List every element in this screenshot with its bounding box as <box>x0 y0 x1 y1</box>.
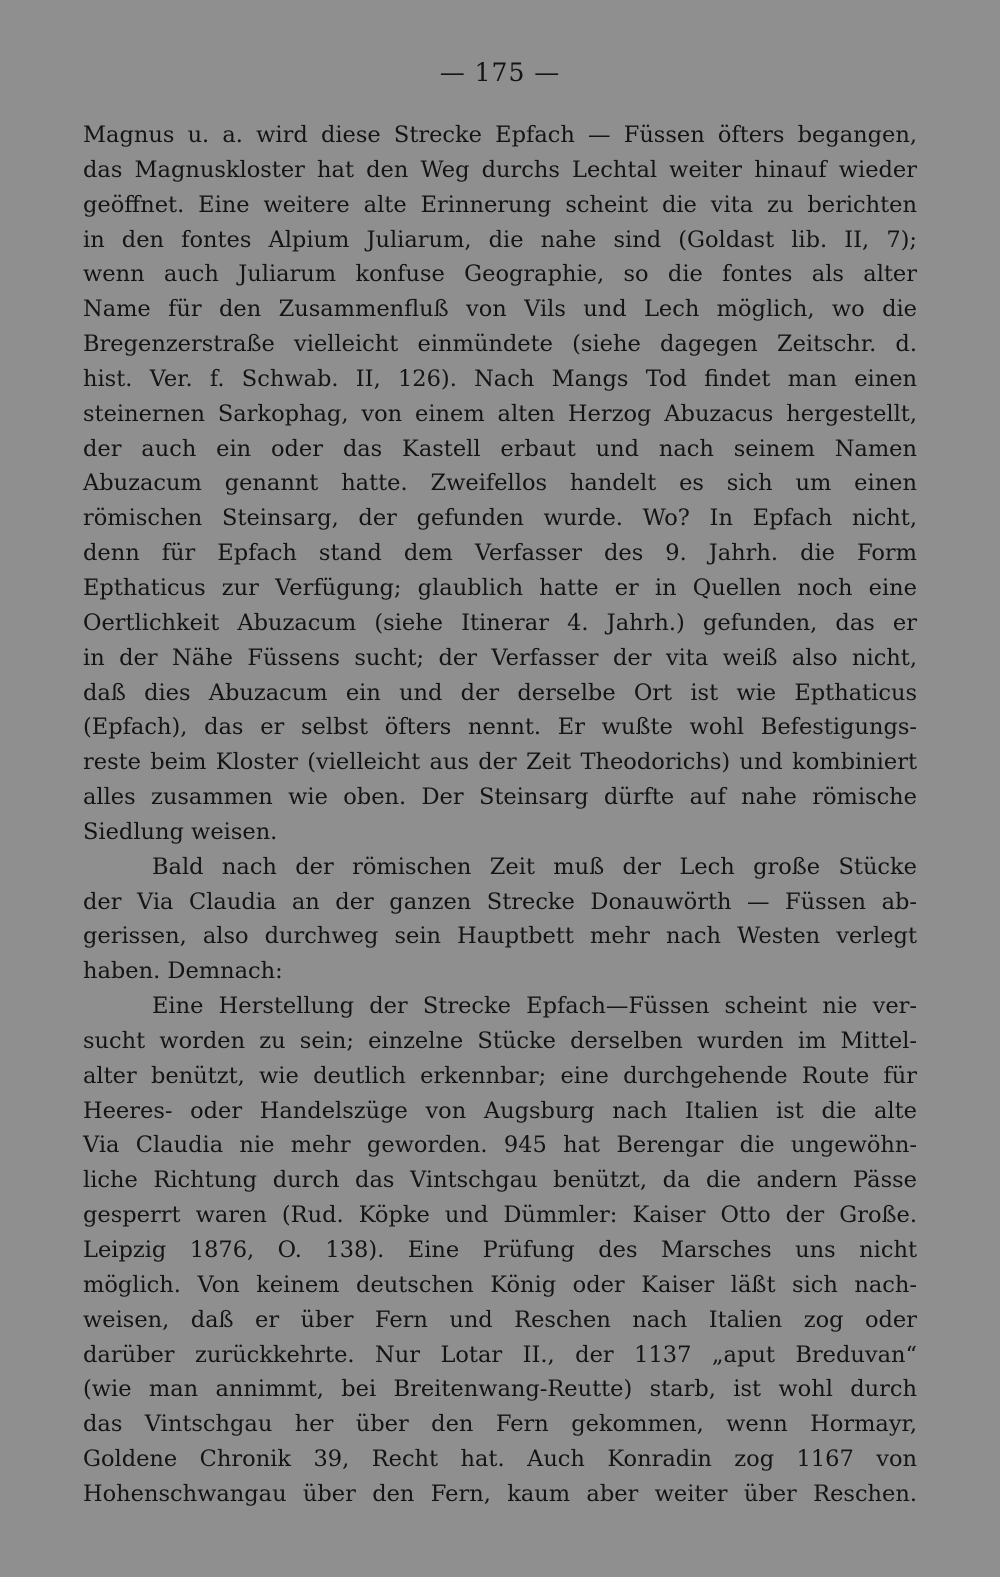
text-line: Name für den Zusammenfluß von Vils und Lech möglich, wo die <box>83 296 917 323</box>
text-line: darüber zurückkehrte. Nur Lotar II., der 1137 „aput Breduvan“ <box>83 1341 917 1368</box>
text-line: in den fontes Alpium Juliarum, die nahe sind (Goldast lib. II, 7); <box>83 226 917 253</box>
text-line: möglich. Von keinem deutschen König oder Kaiser läßt sich nach- <box>83 1271 917 1298</box>
text-line: alles zusammen wie oben. Der Steinsarg dürfte auf nahe römische <box>83 784 917 811</box>
text-line: Goldene Chronik 39, Recht hat. Auch Konradin zog 1167 von <box>83 1446 917 1473</box>
text-line: das Vintschgau her über den Fern gekommen, wenn Hormayr, <box>83 1411 917 1438</box>
text-line: Eine Herstellung der Strecke Epfach—Füssen scheint nie ver- <box>152 993 917 1020</box>
text-line: steinernen Sarkophag, von einem alten Herzog Abuzacus hergestellt, <box>83 400 917 427</box>
text-line: in der Nähe Füssens sucht; der Verfasser der vita weiß also nicht, <box>83 644 917 671</box>
text-line: Bald nach der römischen Zeit muß der Lech große Stücke <box>152 853 917 880</box>
text-line: (Epfach), das er selbst öfters nennt. Er wußte wohl Befestigungs- <box>83 714 917 741</box>
text-line: daß dies Abuzacum ein und der derselbe Ort ist wie Epthaticus <box>83 679 917 706</box>
text-line: das Magnuskloster hat den Weg durchs Lechtal weiter hinauf wieder <box>83 156 917 183</box>
text-line: Via Claudia nie mehr geworden. 945 hat Berengar die ungewöhn- <box>83 1132 917 1159</box>
text-line: gesperrt waren (Rud. Köpke und Dümmler: Kaiser Otto der Große. <box>83 1202 917 1229</box>
text-line: Siedlung weisen. <box>83 818 278 845</box>
text-line: Heeres- oder Handelszüge von Augsburg nach Italien ist die alte <box>83 1097 917 1124</box>
text-line: reste beim Kloster (vielleicht aus der Zeit Theodorichs) und kombiniert <box>83 749 917 776</box>
text-line: Leipzig 1876, O. 138). Eine Prüfung des Marsches uns nicht <box>83 1237 917 1263</box>
text-line: alter benützt, wie deutlich erkennbar; eine durchgehende Route für <box>83 1062 917 1089</box>
text-line: Bregenzerstraße vielleicht einmündete (siehe dagegen Zeitschr. d. <box>83 331 917 358</box>
text-line: der Via Claudia an der ganzen Strecke Donauwörth — Füssen ab- <box>83 888 917 915</box>
page-number: — 175 — <box>439 58 561 87</box>
text-line: Magnus u. a. wird diese Strecke Epfach — Füssen öfters begangen, <box>83 122 917 148</box>
text-line: hist. Ver. f. Schwab. II, 126). Nach Mangs Tod findet man einen <box>83 365 917 392</box>
text-line: Oertlichkeit Abuzacum (siehe Itinerar 4. Jahrh.) gefunden, das er <box>83 609 917 636</box>
text-line: Epthaticus zur Verfügung; glaublich hatte er in Quellen noch eine <box>83 574 917 601</box>
body-text <box>83 118 917 1512</box>
text-line: Hohenschwangau über den Fern, kaum aber weiter über Reschen. <box>83 1480 917 1507</box>
text-line: geöffnet. Eine weitere alte Erinnerung scheint die vita zu berichten <box>83 191 917 218</box>
text-line: weisen, daß er über Fern und Reschen nach Italien zog oder <box>83 1306 917 1333</box>
text-line: römischen Steinsarg, der gefunden wurde. Wo? In Epfach nicht, <box>83 505 917 532</box>
text-line: gerissen, also durchweg sein Hauptbett mehr nach Westen verlegt <box>83 923 917 950</box>
text-line: denn für Epfach stand dem Verfasser des 9. Jahrh. die Form <box>83 540 917 567</box>
text-line: wenn auch Juliarum konfuse Geographie, so die fontes als alter <box>83 261 917 288</box>
text-line: (wie man annimmt, bei Breitenwang-Reutte) starb, ist wohl durch <box>83 1376 917 1403</box>
text-line: der auch ein oder das Kastell erbaut und nach seinem Namen <box>83 435 917 462</box>
text-line: liche Richtung durch das Vintschgau benützt, da die andern Pässe <box>83 1167 917 1194</box>
text-line: sucht worden zu sein; einzelne Stücke derselben wurden im Mittel- <box>83 1027 917 1054</box>
text-line: Abuzacum genannt hatte. Zweifellos handelt es sich um einen <box>83 470 917 497</box>
text-line: haben. Demnach: <box>83 958 283 985</box>
